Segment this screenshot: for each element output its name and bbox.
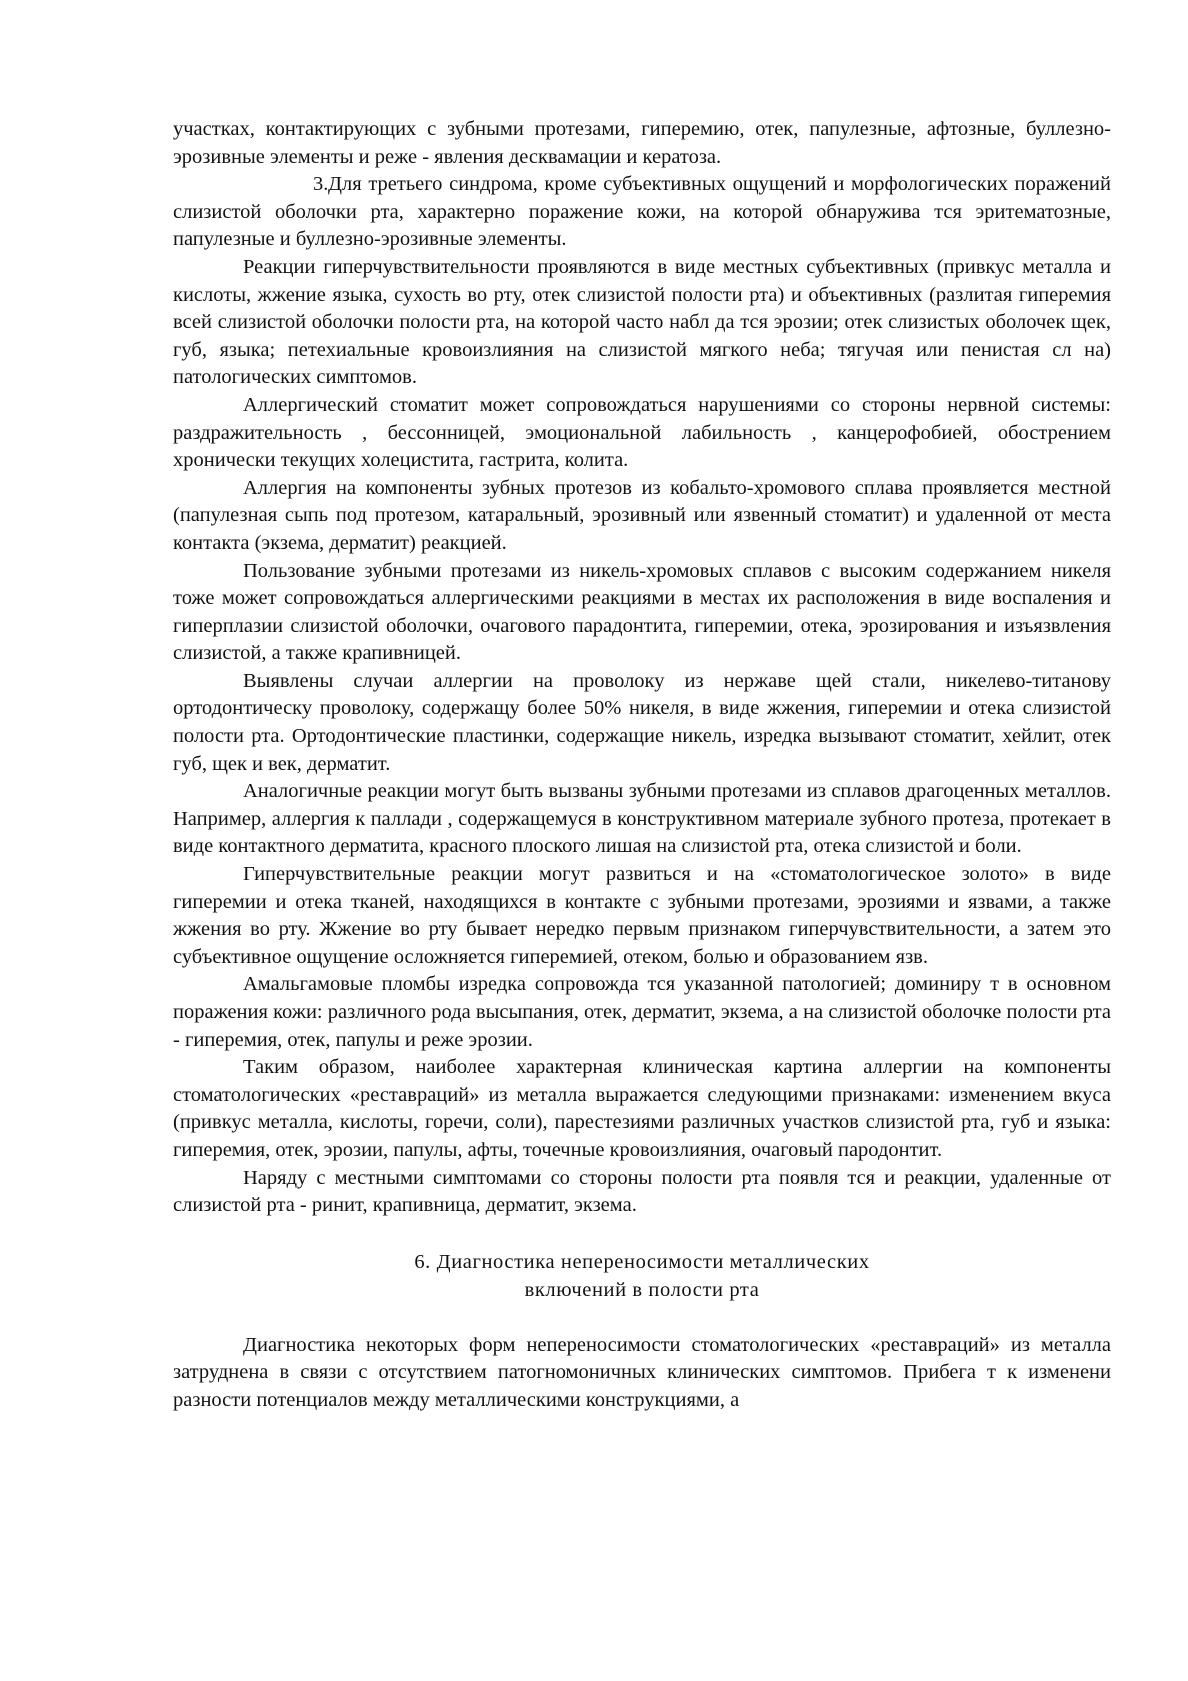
paragraph: Реакции гиперчувствительности проявляются в виде местных субъективных (привкус металла и кислоты, жжение языка, сухость во рту, отек слизистой полости рта) и объективных (разлитая гиперемия всей слизистой оболочки полости рта, на которой часто набл да тся эрозии; отек слизистых оболочек щек, губ, языка; петехиальные кровоизлияния на слизистой мягкого неба; тягучая или пенистая сл на) патологических симптомов. [173, 255, 1111, 389]
paragraph: Аналогичные реакции могут быть вызваны зубными протезами из сплавов драгоценных металлов. Например, аллергия к паллади , содержащемуся в конструктивном материале зубного протеза, протекает в виде контактного дерматита, красного плоского лишая на слизистой рта, отека слизистой и боли. [173, 780, 1111, 858]
document-page [173, 116, 1111, 1415]
list-item-text: Для третьего синдрома, кроме субъективных ощущений и морфологических поражений слизистой оболочки рта, характерно поражение кожи, на которой обнаружива тся эритематозные, папулезные и буллезно-эрозивные элементы. [173, 173, 1111, 251]
paragraph: Выявлены случаи аллергии на проволоку из нержаве щей стали, никелево-титанову ортодонтическу проволоку, содержащу более 50% никеля, в виде жжения, гиперемии и отека слизистой полости рта. Ортодонтические пластинки, содержащие никель, изредка вызывают стоматит, хейлит, отек губ, щек и век, дерматит. [173, 669, 1111, 775]
section-heading-line-1: 6. Диагностика непереносимости металлических [414, 1250, 870, 1273]
paragraph: Гиперчувствительные реакции могут развиться и на «стоматологическое золото» в виде гиперемии и отека тканей, находящихся в контакте с зубными протезами, эрозиями и язвами, а также жжения во рту. Жжение во рту бывает нередко первым признаком гиперчувствительности, а затем это субъективное ощущение осложняется гиперемией, отеком, болью и образованием язв. [173, 863, 1111, 968]
paragraph: Аллергический стоматит может сопровождаться нарушениями со стороны нервной системы: раздражительность , бессонницей, эмоциональной лабильность , канцерофобией, обострением хронически текущих холецистита, гастрита, колита. [173, 393, 1111, 472]
list-item-3 [173, 171, 1111, 254]
paragraph: Таким образом, наиболее характерная клиническая картина аллергии на компоненты стоматологических «реставраций» из металла выражается следующими признаками: изменением вкуса (привкус металла, кислоты, горечи, соли), парестезиями различных участков слизистой рта, губ и языка: гиперемия, отек, эрозии, папулы, афты, точечные кровоизлияния, очаговый пародонтит. [173, 1056, 1111, 1161]
paragraph-continuation: участках, контактирующих с зубными протезами, гиперемию, отек, папулезные, афтозные, буллезно-эрозивные элементы и реже - явления десквамации и кератоза. [173, 118, 1111, 168]
paragraph: Наряду с местными симптомами со стороны полости рта появля тся и реакции, удаленные от слизистой рта - ринит, крапивница, дерматит, экзема. [173, 1166, 1111, 1217]
section-heading-line-2: включений в полости рта [524, 1278, 760, 1301]
paragraph: Аллергия на компоненты зубных протезов из кобальто-хромового сплава проявляется местной (папулезная сыпь под протезом, катаральный, эрозивный или язвенный стоматит) и удаленной от места контакта (экзема, дерматит) реакцией. [173, 476, 1111, 554]
list-item-number: 3. [313, 173, 329, 196]
paragraph: Диагностика некоторых форм непереносимости стоматологических «реставраций» из металла затруднена в связи с отсутствием патогномоничных клинических симптомов. Прибега т к изменени разности потенциалов между металлическими конструкциями, а [173, 1333, 1111, 1411]
spacer [173, 1304, 1111, 1332]
section-heading [173, 1248, 1111, 1304]
paragraph: Пользование зубными протезами из никель-хромовых сплавов с высоким содержанием никеля тоже может сопровождаться аллергическими реакциями в местах их расположения в виде воспаления и гиперплазии слизистой оболочки, очагового парадонтита, гиперемии, отека, эрозирования и изъязвления слизистой, а также крапивницей. [173, 559, 1111, 665]
paragraph: Амальгамовые пломбы изредка сопровожда тся указанной патологией; доминиру т в основном поражения кожи: различного рода высыпания, отек, дерматит, экзема, а на слизистой оболочке полости рта - гиперемия, отек, папулы и реже эрозии. [173, 973, 1111, 1051]
